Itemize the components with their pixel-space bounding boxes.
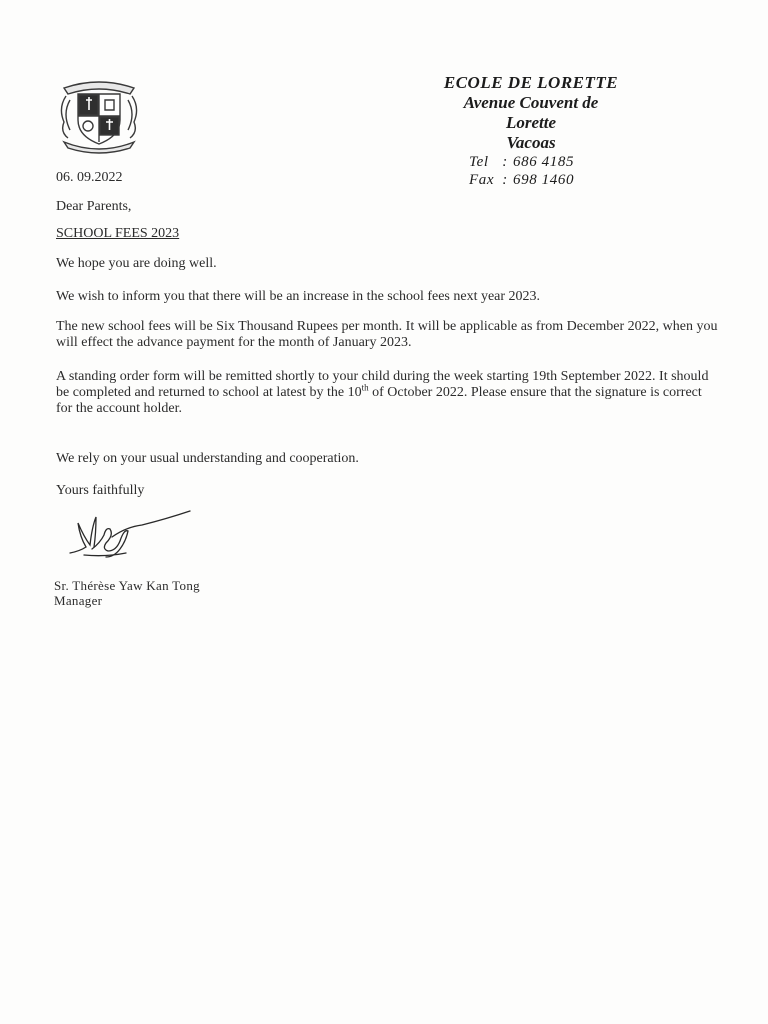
paragraph-4-part-a: A standing order form will be remitted shortly to your child during the week starting 19th September 2022. It should be completed and returned to school at latest by the 10 <box>56 369 709 400</box>
school-crest-icon <box>56 74 142 156</box>
fax-value: 698 1460 <box>513 172 575 188</box>
fax-row <box>400 171 662 189</box>
tel-row <box>400 153 662 171</box>
paragraph-4 <box>56 369 720 417</box>
address-line-1: Avenue Couvent de <box>463 93 599 112</box>
closing: Yours faithfully <box>56 483 145 498</box>
handwritten-signature <box>66 507 192 563</box>
salutation: Dear Parents, <box>56 199 132 214</box>
signer-block <box>54 578 200 608</box>
contact-block <box>400 153 662 189</box>
paragraph-5: We rely on your usual understanding and cooperation. <box>56 451 359 466</box>
paragraph-4-part-b: of October 2022. Please ensure that the signature is correct for the account holder. <box>56 385 702 416</box>
address-line-2: Lorette <box>505 113 557 132</box>
address-line-3: Vacoas <box>506 133 556 152</box>
signer-title: Manager <box>54 593 103 608</box>
school-name: ECOLE DE LORETTE <box>443 73 619 92</box>
subject-line: SCHOOL FEES 2023 <box>56 226 180 241</box>
fax-separator: : <box>502 172 508 188</box>
paragraph-1: We hope you are doing well. <box>56 256 217 271</box>
paragraph-2: We wish to inform you that there will be an increase in the school fees next year 2023. <box>56 289 541 304</box>
signer-name: Sr. Thérèse Yaw Kan Tong <box>54 578 200 593</box>
paragraph-3: The new school fees will be Six Thousand Rupees per month. It will be applicable as from December 2022, when you will effect the advance payment for the month of January 2023. <box>56 319 718 350</box>
ordinal-suffix: th <box>361 382 369 393</box>
tel-value: 686 4185 <box>513 154 575 170</box>
school-header <box>400 73 662 189</box>
tel-separator: : <box>502 154 508 170</box>
tel-label: Tel <box>469 154 489 170</box>
letter-date: 06. 09.2022 <box>56 170 123 185</box>
fax-label: Fax <box>469 172 495 188</box>
